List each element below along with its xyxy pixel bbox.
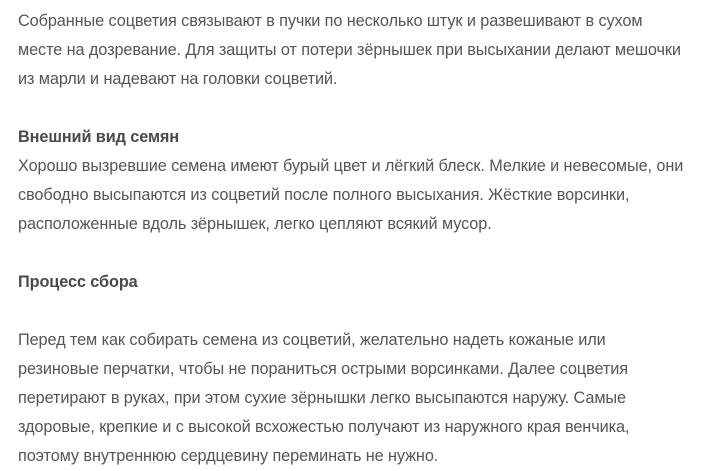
paragraph-spacer xyxy=(18,94,718,123)
paragraph-spacer xyxy=(18,297,718,326)
collection-heading-block xyxy=(18,268,718,297)
appearance-section xyxy=(18,123,718,239)
paragraph-line: поэтому внутреннюю сердцевину переминать не нужно. xyxy=(18,447,439,465)
section-heading-collection: Процесс сбора xyxy=(18,273,138,291)
paragraph-spacer xyxy=(18,239,718,268)
article-body xyxy=(18,7,718,471)
intro-paragraph xyxy=(18,7,718,94)
section-heading-appearance: Внешний вид семян xyxy=(18,128,180,146)
collection-paragraph xyxy=(18,326,718,471)
paragraph-line: свободно высыпаются из соцветий после полного высыхания. Жёсткие ворсинки, xyxy=(18,186,630,204)
paragraph-line: здоровые, крепкие и с высокой всхожестью получают из наружного края венчика, xyxy=(18,418,630,436)
paragraph-line: из марли и надевают на головки соцветий. xyxy=(18,70,338,88)
paragraph-line: Перед тем как собирать семена из соцветий, желательно надеть кожаные или xyxy=(18,331,606,349)
paragraph-line: расположенные вдоль зёрнышек, легко цепляют всякий мусор. xyxy=(18,215,492,233)
paragraph-line: Собранные соцветия связывают в пучки по несколько штук и развешивают в сухом xyxy=(18,12,643,30)
paragraph-line: Хорошо вызревшие семена имеют бурый цвет и лёгкий блеск. Мелкие и невесомые, они xyxy=(18,157,684,175)
paragraph-line: перетирают в руках, при этом сухие зёрнышки легко высыпаются наружу. Самые xyxy=(18,389,626,407)
paragraph-line: резиновые перчатки, чтобы не пораниться острыми ворсинками. Далее соцветия xyxy=(18,360,628,378)
paragraph-line: месте на дозревание. Для защиты от потери зёрнышек при высыхании делают мешочки xyxy=(18,41,681,59)
